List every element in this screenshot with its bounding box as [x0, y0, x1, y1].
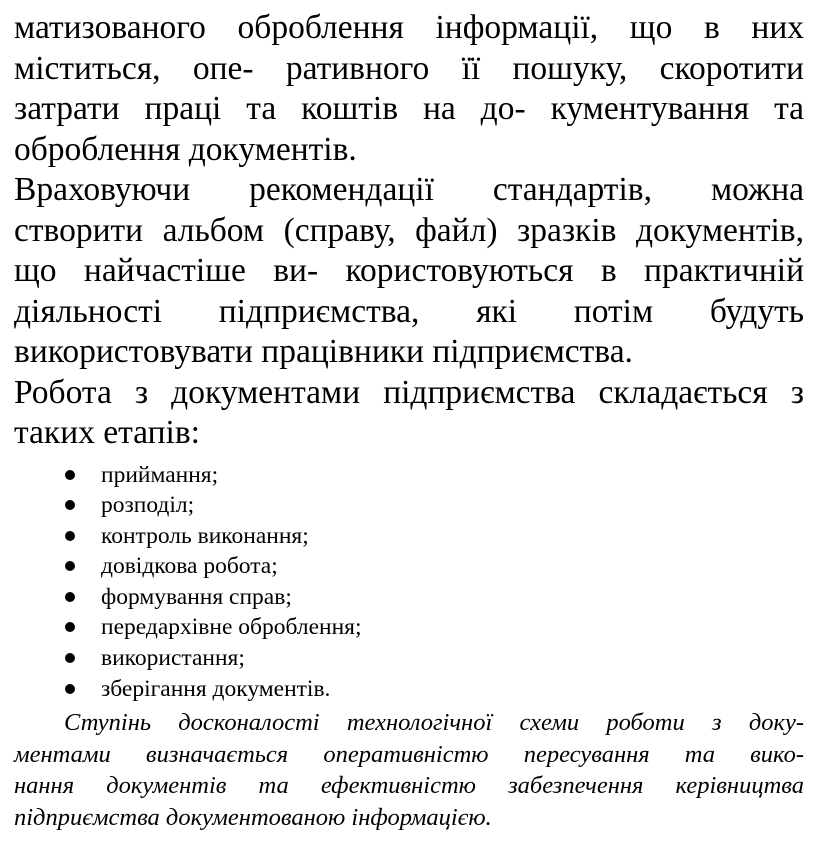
- document-page: [14, 8, 804, 833]
- text-line: оброблення документів.: [14, 130, 357, 168]
- list-item: [14, 521, 804, 552]
- text-line: підприємства документованою інформацією.: [14, 803, 492, 831]
- bullet-icon: [65, 531, 75, 541]
- list-item: [14, 643, 804, 674]
- paragraph-intro: [14, 8, 804, 170]
- bullet-icon: [65, 470, 75, 480]
- paragraph-conclusion: [14, 707, 804, 833]
- list-item: [14, 674, 804, 705]
- paragraph-stages-intro: [14, 373, 804, 454]
- list-item: [14, 490, 804, 521]
- text-line: таких етапів:: [14, 414, 200, 451]
- text-line: створити альбом (справу, файл) зразків документів,: [14, 211, 804, 249]
- bullet-icon: [65, 622, 75, 632]
- bullet-icon: [65, 592, 75, 602]
- list-item-text: приймання;: [101, 461, 219, 488]
- text-line: нання документів та ефективністю забезпечення керівництва: [14, 772, 804, 800]
- bullet-icon: [65, 500, 75, 510]
- text-line: матизованого оброблення інформації, що в них: [14, 9, 804, 46]
- paragraph-recommendations: [14, 170, 804, 373]
- list-item-text: передархівне оброблення;: [101, 614, 362, 641]
- text-line: Враховуючи рекомендації стандартів, можна: [14, 171, 804, 208]
- list-item-text: контроль виконання;: [101, 522, 309, 549]
- list-item-text: довідкова робота;: [101, 553, 278, 580]
- text-line: що найчастіше ви- користовуються в практичній: [14, 252, 804, 289]
- bullet-icon: [65, 684, 75, 694]
- bullet-icon: [65, 561, 75, 571]
- text-line: використовувати працівники підприємства.: [14, 333, 633, 370]
- bullet-icon: [65, 653, 75, 663]
- list-item-text: зберігання документів.: [101, 675, 331, 702]
- list-item-text: розподіл;: [101, 492, 195, 519]
- text-line: затрати праці та коштів на до- кументування та: [14, 90, 804, 127]
- list-item: [14, 582, 804, 613]
- list-item: [14, 460, 804, 491]
- list-item-text: формування справ;: [101, 583, 292, 610]
- text-line: діяльності підприємства, які потім будуть: [14, 292, 804, 330]
- stages-list: [14, 460, 804, 705]
- text-line: Робота з документами підприємства складається з: [14, 373, 804, 411]
- text-line: Ступінь досконалості технологічної схеми роботи з доку-: [64, 709, 804, 737]
- text-line: міститься, опе- ративного її пошуку, скоротити: [14, 49, 804, 87]
- text-line: ментами визначається оперативністю пересування та вико-: [14, 740, 804, 768]
- list-item: [14, 551, 804, 582]
- list-item: [14, 612, 804, 643]
- list-item-text: використання;: [101, 645, 245, 672]
